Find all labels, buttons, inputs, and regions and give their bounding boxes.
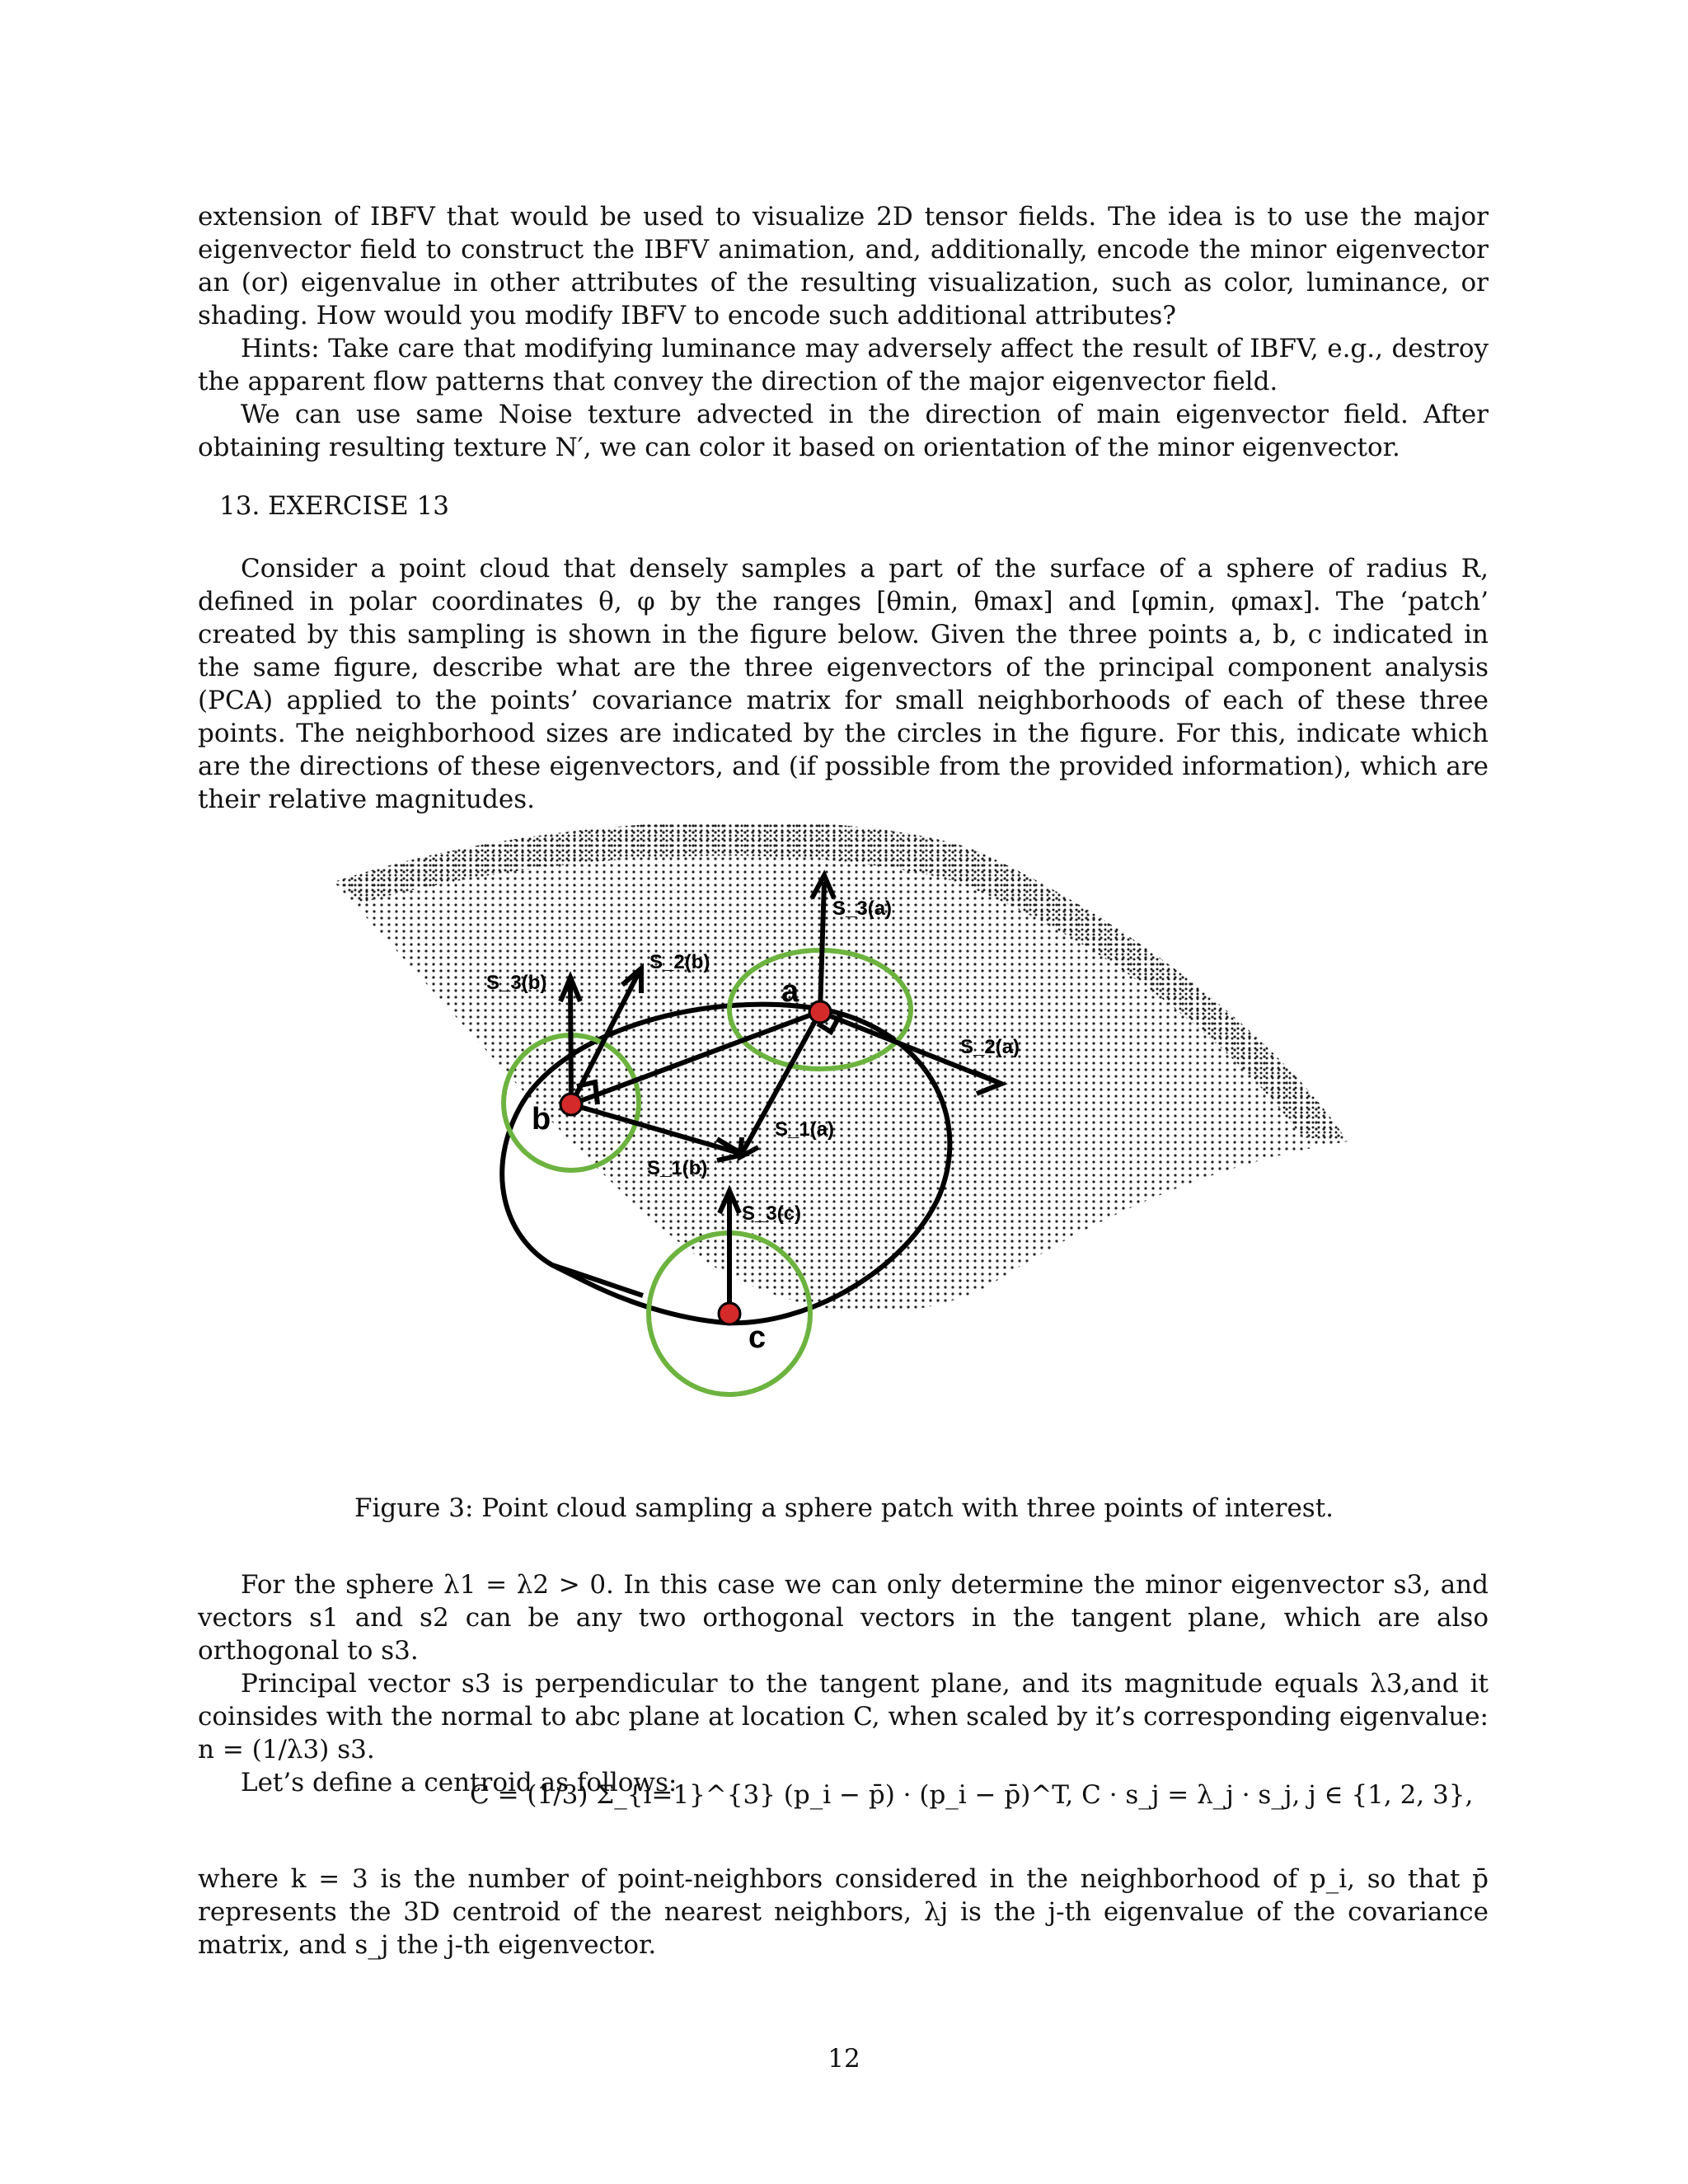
paragraph-ibfv-question: extension of IBFV that would be used to visualize 2D tensor fields. The idea is to use the major eigenvector field to construct the IBFV animation, and, additionally, encode the minor eigenvector an (or) eigenvalue in other attributes of the resulting visualization, such as color, luminance, or shading. How would you modify IBFV to encode such additional attributes? — [198, 202, 1489, 330]
label-s3a: S_3(a) — [832, 898, 893, 920]
figure-svg — [313, 824, 1385, 1434]
label-c: c — [748, 1320, 767, 1355]
label-s1a: S_1(a) — [775, 1118, 835, 1141]
paragraph-centroid-intro: Let’s define a centroid as follows: — [241, 1768, 678, 1797]
figure-caption: Figure 3: Point cloud sampling a sphere patch with three points of interest. — [354, 1493, 1334, 1523]
paragraph-definitions: where k = 3 is the number of point-neighbors considered in the neighborhood of p_i, so that p̄ represents the 3D centroid of the nearest neighbors, λj is the j-th eigenvalue of the covariance matrix, and s_j the j-th eigenvector. — [198, 1864, 1489, 1960]
label-a: a — [781, 974, 799, 1009]
label-s3c: S_3(c) — [742, 1202, 802, 1225]
tangent-line — [552, 1265, 643, 1296]
label-s2a: S_2(a) — [960, 1036, 1020, 1058]
section-heading: 13. EXERCISE 13 — [219, 491, 449, 521]
paragraph-hints: Hints: Take care that modifying luminance may adversely affect the result of IBFV, e.g., destroy the apparent flow patterns that convey the direction of the major eigenvector field. — [198, 334, 1489, 396]
label-s3b: S_3(b) — [486, 972, 547, 994]
paragraph-noise-answer: We can use same Noise texture advected in the direction of main eigenvector field. After obtaining resulting texture N′, we can color it based on orientation of the minor eigenvector. — [198, 400, 1489, 462]
intro-text-block — [198, 200, 1489, 464]
point-c — [719, 1303, 740, 1324]
figure-sphere-patch — [313, 824, 1385, 1434]
point-b — [560, 1094, 582, 1115]
label-s2b: S_2(b) — [649, 951, 710, 973]
paragraph-principal-vector: Principal vector s3 is perpendicular to the tangent plane, and its magnitude equals λ3,and it coinsides with the normal to abc plane at location C, when scaled by it’s corresponding eigenvalue: n = (1/λ3) s3. — [198, 1669, 1489, 1765]
label-s1b: S_1(b) — [647, 1157, 708, 1179]
paragraph-exercise: Consider a point cloud that densely samples a part of the surface of a sphere of radius R, defined in polar coordinates θ, φ by the ranges [θmin, θmax] and [φmin, φmax]. The ‘patch’ created by this sampling is shown in the figure below. Given the three points a, b, c indicated in the same figure, describe what are the three eigenvectors of the principal component analysis (PCA) applied to the points’ covariance matrix for small neighborhoods of each of these three points. The neighborhood sizes are indicated by the circles in the figure. For this, indicate which are the directions of these eigenvectors, and (if possible from the provided information), which are their relative magnitudes. — [198, 554, 1489, 814]
centroid-equation — [470, 1764, 1474, 1854]
definitions-text-block — [198, 1863, 1489, 1961]
page-number: 12 — [828, 2044, 860, 2074]
label-b: b — [532, 1102, 551, 1137]
point-a — [809, 1001, 831, 1023]
paragraph-sphere-eigen: For the sphere λ1 = λ2 > 0. In this case we can only determine the minor eigenvector s3, and vectors s1 and s2 can be any two orthogonal vectors in the tangent plane, which are also orthogonal to s3. — [198, 1570, 1489, 1666]
exercise-text-block — [198, 552, 1489, 816]
arrow-s3b — [570, 981, 571, 1104]
equation-text: C = (1/3) Σ_{i=1}^{3} (p_i − p̄) · (p_i − p̄)^T, C · s_j = λ_j · s_j, j ∈ {1, 2, 3}, — [470, 1780, 1474, 1810]
